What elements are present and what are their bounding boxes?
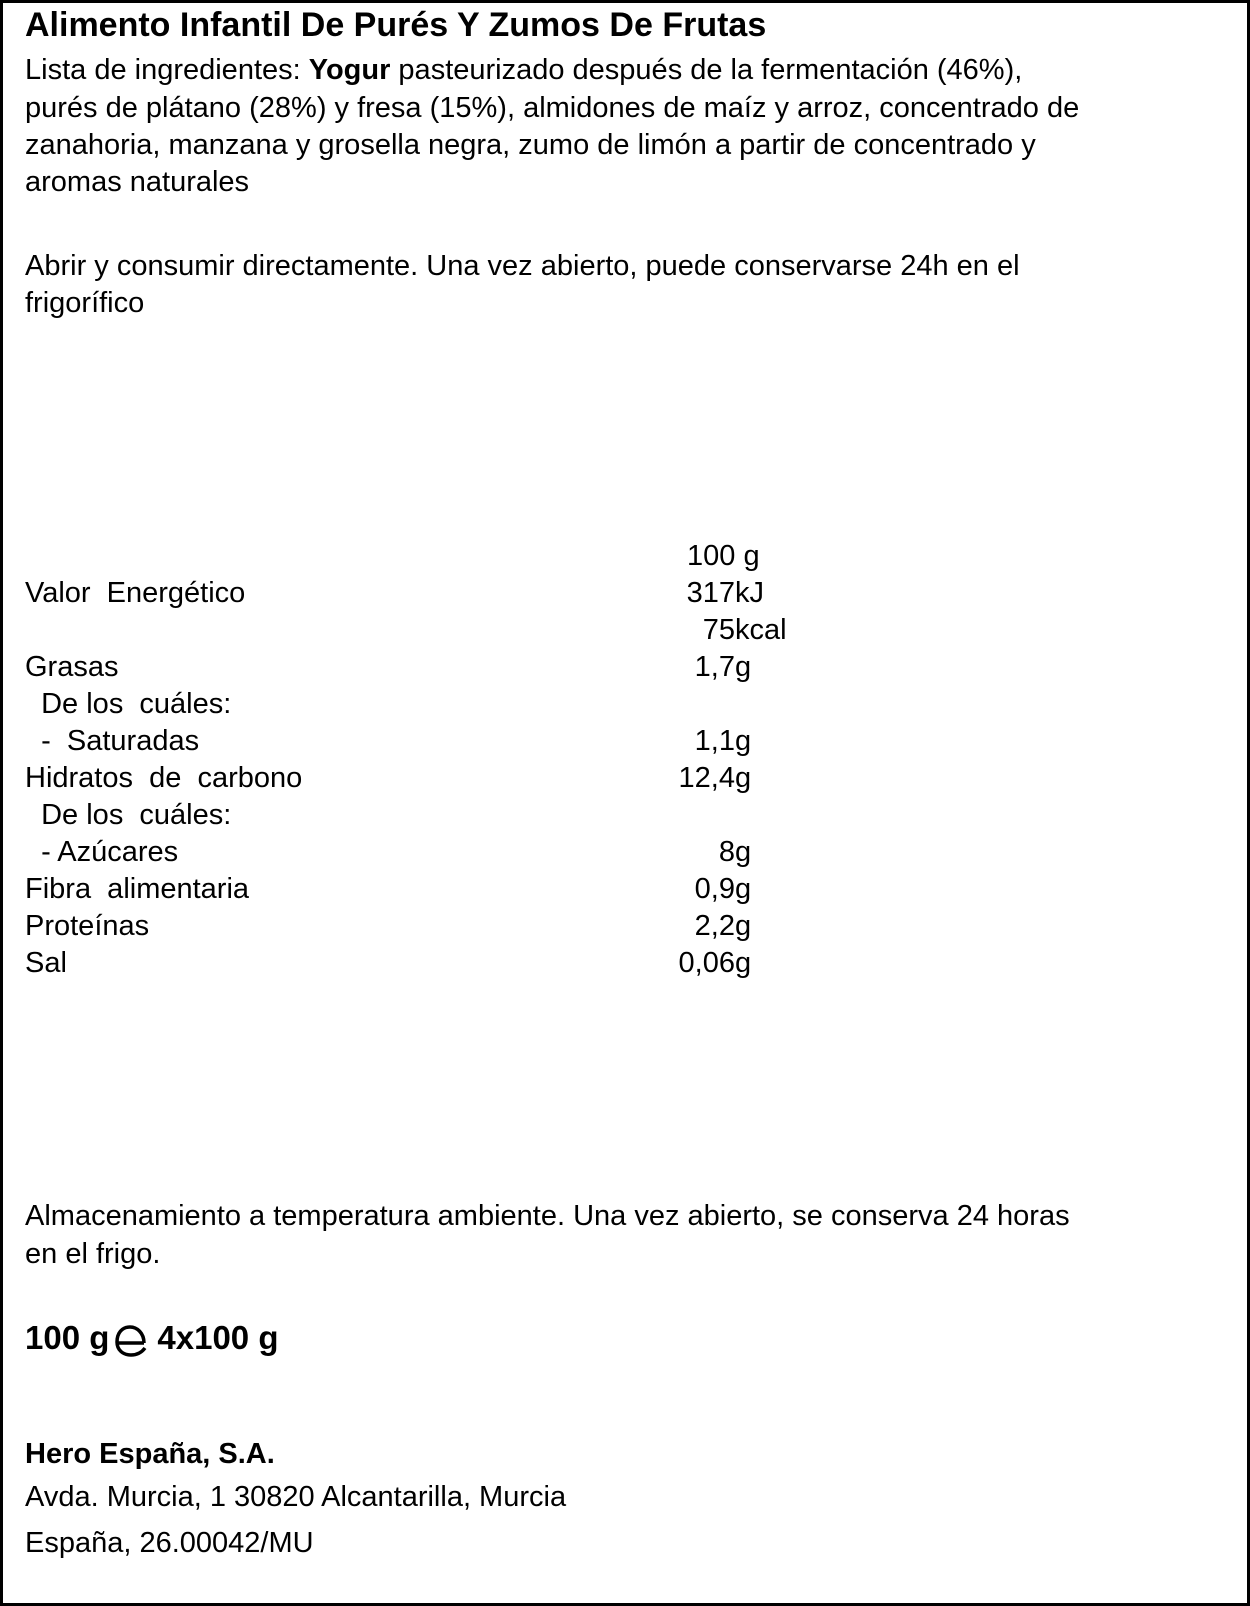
nutrient-name: - Saturadas [25,725,200,757]
usage-line-1: Abrir y consumir directamente. Una vez abierto, puede conservarse 24h en el [25,250,1020,282]
nutrient-unit: g [735,910,752,942]
ingredients-allergen: Yogur [308,54,391,86]
estimated-sign-icon [113,1322,153,1358]
nutrient-unit: g [735,836,752,868]
nutrition-row [25,945,825,982]
nutrient-unit: g [735,725,752,757]
nutrient-unit: g [735,947,752,979]
nutrient-name: Hidratos de carbono [25,762,303,794]
nutrition-header: 100 g [687,540,760,572]
nutrient-value: 8 [718,836,735,868]
ingredients-line-1 [25,52,1022,89]
ingredients-line-3: zanahoria, manzana y grosella negra, zumo de limón a partir de concentrado y [25,129,1036,161]
manufacturer-name: Hero España, S.A. [25,1438,275,1470]
storage-line-1: Almacenamiento a temperatura ambiente. Una vez abierto, se conserva 24 horas [25,1200,1070,1232]
nutrition-row [25,723,825,760]
manufacturer-registry: España, 26.00042/MU [25,1527,314,1559]
nutrient-value: 1,1 [694,725,735,757]
ingredients-line-4: aromas naturales [25,166,250,198]
manufacturer-address: Avda. Murcia, 1 30820 Alcantarilla, Murcia [25,1481,567,1513]
nutrition-row [25,686,825,723]
nutrient-value: 75 [702,614,735,646]
nutrition-row [25,612,825,649]
nutrient-unit: g [735,873,752,905]
nutrient-value: 1,7 [694,651,735,683]
nutrient-value: 2,2 [694,910,735,942]
net-quantity [25,1318,278,1358]
nutrition-row [25,908,825,945]
nutrient-unit: g [735,651,752,683]
nutrient-unit: kcal [735,614,787,646]
nutrition-row [25,834,825,871]
nutrition-row [25,575,825,612]
nutrient-name: Valor Energético [25,577,246,609]
nutrient-value: 0,9 [694,873,735,905]
ingredients-line-2: purés de plátano (28%) y fresa (15%), almidones de maíz y arroz, concentrado de [25,92,1080,124]
product-title: Alimento Infantil De Purés Y Zumos De Frutas [25,6,767,44]
nutrient-unit: kJ [735,577,764,609]
nutrient-name: Grasas [25,651,119,683]
nutrition-row [25,871,825,908]
net-weight: 100 g [25,1319,110,1356]
nutrient-value: 0,06 [678,947,735,979]
pack-size: 4x100 g [157,1319,279,1356]
nutrition-row [25,760,825,797]
storage-line-2: en el frigo. [25,1238,161,1270]
nutrient-name: Proteínas [25,910,150,942]
nutrient-value: 317 [686,577,735,609]
ingredients-rest: pasteurizado después de la fermentación (46%), [390,54,1023,86]
nutrient-name: Fibra alimentaria [25,873,250,905]
nutrient-name: - Azúcares [25,836,179,868]
nutrient-name: De los cuáles: [25,688,232,720]
nutrition-row [25,649,825,686]
nutrient-name: De los cuáles: [25,799,232,831]
nutrient-unit: g [735,762,752,794]
usage-line-2: frigorífico [25,287,145,319]
nutrition-row [25,797,825,834]
nutrient-value: 12,4 [678,762,735,794]
nutrition-header-row [25,538,825,575]
ingredients-prefix: Lista de ingredientes: [25,54,309,86]
nutrient-name: Sal [25,947,67,979]
